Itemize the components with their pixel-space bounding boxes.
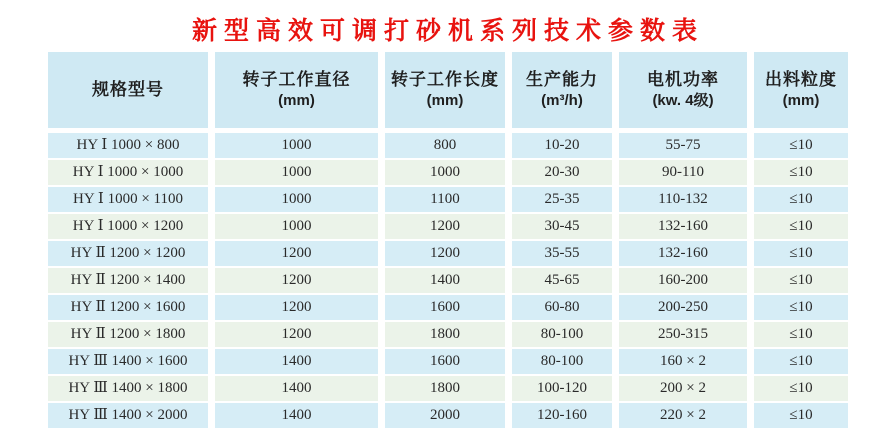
table-cell: 1000: [385, 160, 505, 185]
col-header-label: 生产能力: [526, 69, 598, 89]
col-header-rotor-length: [385, 52, 505, 128]
table-cell: 30-45: [512, 214, 612, 239]
table-cell: ≤10: [754, 349, 848, 374]
col-header-capacity: [512, 52, 612, 128]
table-body: [48, 133, 848, 428]
table-cell: 1400: [215, 349, 378, 374]
table-cell: 200-250: [619, 295, 747, 320]
table-cell: HY Ⅲ 1400 × 2000: [48, 403, 208, 428]
table-cell: 1600: [385, 295, 505, 320]
table-cell: HY Ⅰ 1000 × 800: [48, 133, 208, 158]
table-cell: 1000: [215, 160, 378, 185]
table-cell: 132-160: [619, 214, 747, 239]
col-header-label: 出料粒度: [765, 69, 837, 89]
table-cell: ≤10: [754, 268, 848, 293]
col-header-unit: (mm): [782, 91, 820, 109]
table-cell: 1000: [215, 214, 378, 239]
table-cell: 1200: [215, 322, 378, 347]
col-header-label: 规格型号: [92, 79, 164, 99]
table-cell: 160-200: [619, 268, 747, 293]
table-cell: 1600: [385, 349, 505, 374]
table-cell: 55-75: [619, 133, 747, 158]
col-header-label: 电机功率: [647, 69, 719, 89]
table-cell: 220 × 2: [619, 403, 747, 428]
table-cell: HY Ⅰ 1000 × 1000: [48, 160, 208, 185]
table-cell: 1200: [385, 214, 505, 239]
table-cell: 1000: [215, 133, 378, 158]
table-cell: ≤10: [754, 187, 848, 212]
table-cell: 60-80: [512, 295, 612, 320]
table-cell: 800: [385, 133, 505, 158]
table-cell: ≤10: [754, 214, 848, 239]
table-cell: 1800: [385, 322, 505, 347]
table-cell: ≤10: [754, 133, 848, 158]
table-cell: ≤10: [754, 160, 848, 185]
table-cell: HY Ⅰ 1000 × 1200: [48, 214, 208, 239]
table-cell: 1100: [385, 187, 505, 212]
col-header-output-size: [754, 52, 848, 128]
table-cell: 250-315: [619, 322, 747, 347]
table-cell: HY Ⅱ 1200 × 1400: [48, 268, 208, 293]
table-cell: ≤10: [754, 295, 848, 320]
table-cell: 2000: [385, 403, 505, 428]
table-cell: 1400: [215, 403, 378, 428]
col-header-unit: (mm): [278, 91, 315, 109]
spec-table: [48, 52, 848, 428]
col-header-motor-power: [619, 52, 747, 128]
table-header: [48, 52, 848, 128]
col-header-label: 转子工作长度: [391, 69, 499, 89]
table-cell: 1200: [385, 241, 505, 266]
table-cell: 1000: [215, 187, 378, 212]
table-cell: 1200: [215, 295, 378, 320]
table-cell: 45-65: [512, 268, 612, 293]
table-cell: 1200: [215, 241, 378, 266]
table-cell: 100-120: [512, 376, 612, 401]
col-header-rotor-diameter: [215, 52, 378, 128]
table-cell: ≤10: [754, 241, 848, 266]
table-cell: 20-30: [512, 160, 612, 185]
table-cell: HY Ⅰ 1000 × 1100: [48, 187, 208, 212]
table-cell: 1400: [385, 268, 505, 293]
table-cell: 25-35: [512, 187, 612, 212]
table-cell: ≤10: [754, 403, 848, 428]
table-cell: HY Ⅱ 1200 × 1200: [48, 241, 208, 266]
table-cell: HY Ⅲ 1400 × 1600: [48, 349, 208, 374]
table-cell: 10-20: [512, 133, 612, 158]
table-cell: 80-100: [512, 349, 612, 374]
table-cell: ≤10: [754, 322, 848, 347]
col-header-unit: (m³/h): [541, 91, 583, 109]
table-cell: 1400: [215, 376, 378, 401]
table-cell: 1200: [215, 268, 378, 293]
table-cell: 110-132: [619, 187, 747, 212]
table-cell: HY Ⅲ 1400 × 1800: [48, 376, 208, 401]
col-header-label: 转子工作直径: [242, 69, 351, 89]
table-cell: 120-160: [512, 403, 612, 428]
col-header-unit: (kw. 4级): [652, 91, 714, 109]
table-cell: 90-110: [619, 160, 747, 185]
table-cell: 1800: [385, 376, 505, 401]
table-cell: 132-160: [619, 241, 747, 266]
table-cell: 35-55: [512, 241, 612, 266]
col-header-unit: (mm): [426, 91, 464, 109]
table-cell: 200 × 2: [619, 376, 747, 401]
col-header-model: [48, 52, 208, 128]
table-cell: HY Ⅱ 1200 × 1600: [48, 295, 208, 320]
table-cell: 80-100: [512, 322, 612, 347]
table-cell: HY Ⅱ 1200 × 1800: [48, 322, 208, 347]
table-cell: ≤10: [754, 376, 848, 401]
table-cell: 160 × 2: [619, 349, 747, 374]
page-title: 新型高效可调打砂机系列技术参数表: [191, 17, 704, 45]
